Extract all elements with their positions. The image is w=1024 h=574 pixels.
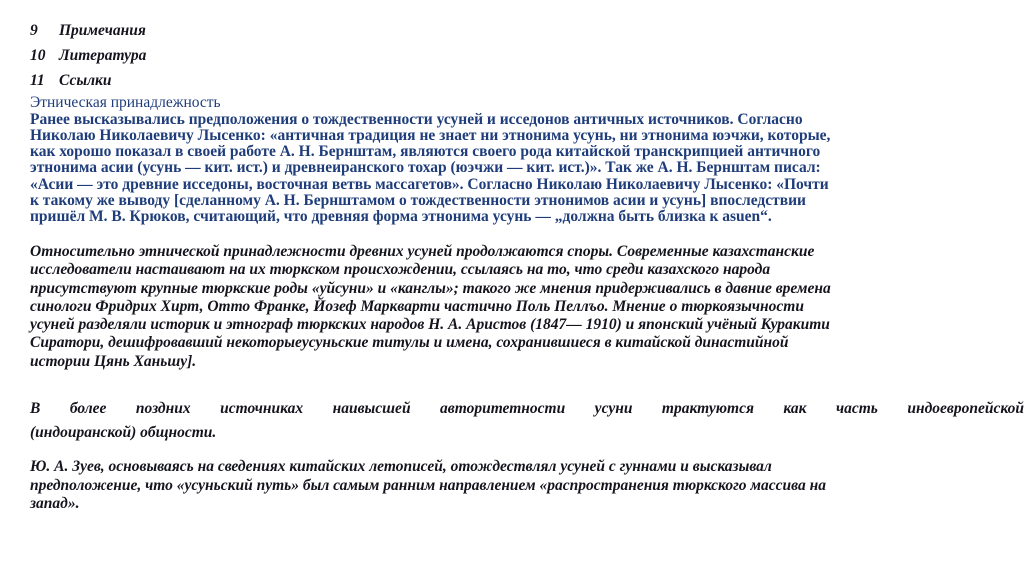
text-line: как хорошо показал в своей работе А. Н. Бернштам, являются своего рода китайской транскрипцией античного bbox=[30, 143, 821, 161]
text-line: усуней разделяли историк и этнограф тюркских народов Н. А. Аристов (1847— 1910) и японский учёный Куракити bbox=[30, 316, 830, 334]
text-line: к такому же выводу [сделанному А. Н. Бернштамом о тождественности этнонимов асии и усунь] впоследствии bbox=[30, 191, 806, 209]
text-line: В более поздних источниках наивысшей авторитетности усуни трактуются как часть индоевропейской bbox=[30, 400, 1024, 417]
text-line: присутствуют крупные тюркские роды «уйсуни» и «канглы»; такого же мнения придерживались в давние времена bbox=[30, 279, 831, 297]
text-line: (индоиранской) общности. bbox=[30, 424, 217, 441]
text-line: синологи Фридрих Хирт, Отто Франке, Йозеф Маркварти частично Поль Пеллъо. Мнение о тюркоязычности bbox=[30, 297, 804, 315]
toc-number: 9 bbox=[30, 22, 38, 39]
toc-label: Ссылки bbox=[59, 72, 112, 89]
section-heading: Этническая принадлежность bbox=[30, 94, 221, 111]
text-line: Ранее высказывались предположения о тождественности усуней и исседонов античных источников. Согласно bbox=[30, 110, 803, 128]
toc-item-links[interactable] bbox=[30, 72, 146, 90]
ethnic-debate-paragraph bbox=[30, 243, 1024, 371]
table-of-contents bbox=[30, 22, 146, 97]
text-line: «Асии — это древние исседоны, восточная ветвь массагетов». Согласно Николаю Николаевичу Лысенко: «Почти bbox=[30, 175, 829, 193]
text-line: Ю. А. Зуев, основываясь на сведениях китайских летописей, отождествлял усуней с гуннами и высказывал bbox=[30, 458, 772, 475]
text-line: этнонима асии (усунь — кит. ист.) и древнеиранского тохар (юэчжи — кит. ист.)». Так же А. Н. Бернштам писал: bbox=[30, 159, 821, 177]
text-line: истории Цянь Ханьшу]. bbox=[30, 352, 197, 370]
text-line: Николаю Николаевичу Лысенко: «античная традиция не знает ни этнонима усунь, ни этнонима юэчжи, которые, bbox=[30, 126, 831, 144]
text-line: Относительно этнической принадлежности древних усуней продолжаются споры. Современные казахстанские bbox=[30, 243, 815, 260]
toc-label: Примечания bbox=[59, 22, 146, 39]
toc-item-literature[interactable] bbox=[30, 47, 146, 65]
text-line: пришёл М. В. Крюков, считающий, что древняя форма этнонима усунь — „должна быть близка к asuen“. bbox=[30, 208, 772, 226]
text-line: предположение, что «усуньский путь» был самым ранним направлением «распространения тюркского массива на bbox=[30, 476, 826, 494]
text-line: исследователи настаивают на их тюркском происхождении, ссылаясь на то, что среди казахского народа bbox=[30, 261, 771, 279]
intro-paragraph bbox=[30, 112, 1020, 226]
text-line: Сиратори, дешифровавший некоторыеусуньские титулы и имена, сохранившиеся в китайской династийной bbox=[30, 334, 789, 352]
toc-number: 11 bbox=[30, 72, 45, 89]
zuev-paragraph bbox=[30, 458, 1024, 514]
toc-number: 10 bbox=[30, 47, 46, 64]
indo-european-paragraph bbox=[30, 397, 1024, 445]
toc-label: Литература bbox=[59, 47, 147, 64]
text-line: запад». bbox=[30, 495, 80, 513]
toc-item-notes[interactable] bbox=[30, 22, 146, 40]
ethnicity-section bbox=[30, 95, 1020, 226]
